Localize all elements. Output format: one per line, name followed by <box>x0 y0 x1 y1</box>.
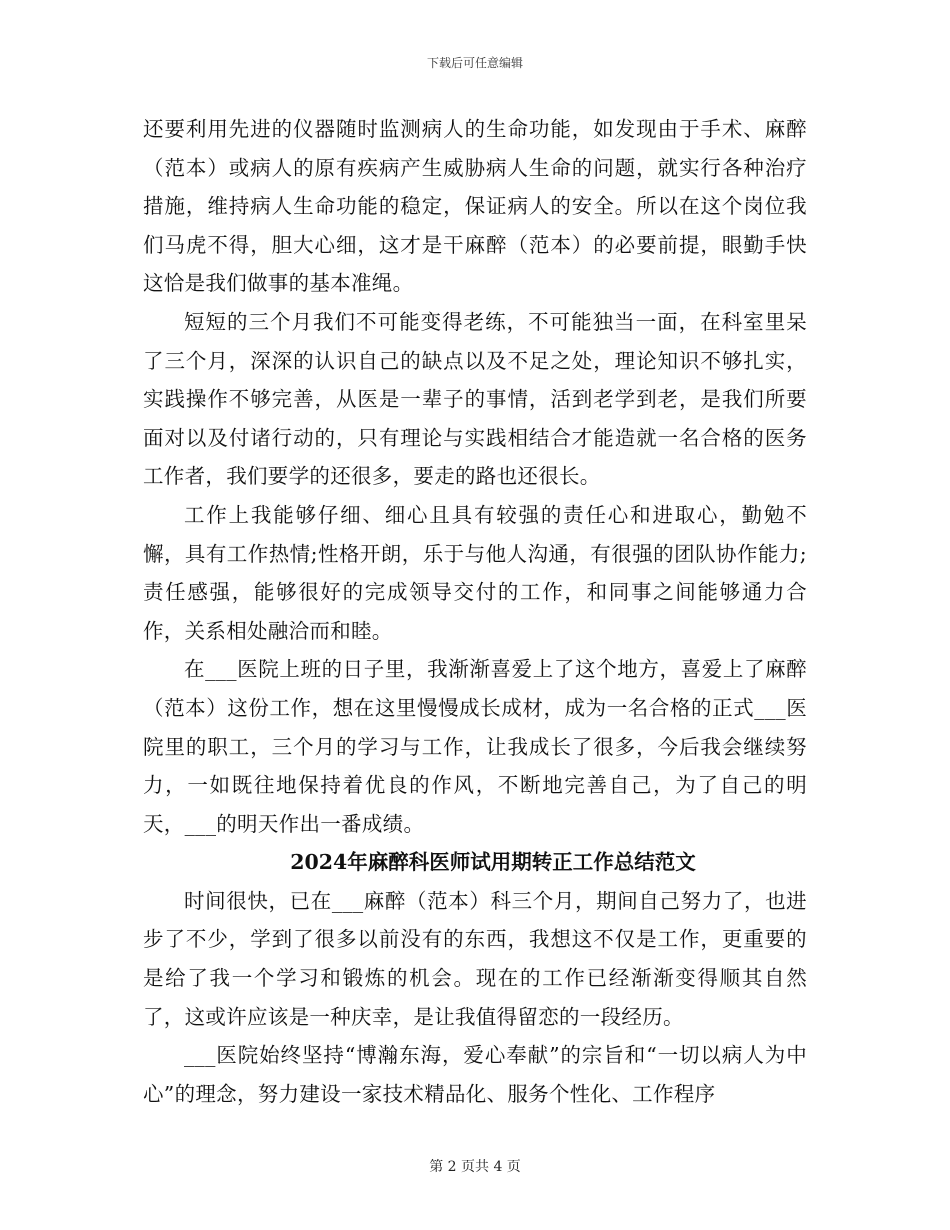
document-body <box>143 110 807 1113</box>
section-title: 2024年麻醉科医师试用期转正工作总结范文 <box>290 850 696 875</box>
paragraph: ___医院始终坚持“博瀚东海，爱心奉献”的宗旨和“一切以病人为中心”的理念，努力建设一家技术精品化、服务个性化、工作程序 <box>143 1043 807 1106</box>
paragraph: 时间很快，已在___麻醉（范本）科三个月，期间自己努力了，也进步了不少，学到了很多以前没有的东西，我想这不仅是工作，更重要的是给了我一个学习和锻炼的机会。现在的工作已经渐渐变得顺其自然了，这或许应该是一种庆幸，是让我值得留恋的一段经历。 <box>143 888 807 1029</box>
paragraph: 工作上我能够仔细、细心且具有较强的责任心和进取心，勤勉不懈，具有工作热情;性格开朗，乐于与他人沟通，有很强的团队协作能力;责任感强，能够很好的完成领导交付的工作，和同事之间能够通力合作，关系相处融洽而和睦。 <box>143 502 807 643</box>
paragraph: 在___医院上班的日子里，我渐渐喜爱上了这个地方，喜爱上了麻醉（范本）这份工作，想在这里慢慢成长成材，成为一名合格的正式___医院里的职工，三个月的学习与工作，让我成长了很多，今后我会继续努力，一如既往地保持着优良的作风，不断地完善自己，为了自己的明天，___的明天作出一番成绩。 <box>143 657 807 836</box>
page-header: 下载后可任意编辑 <box>426 56 523 70</box>
page-number: 第 2 页共 4 页 <box>429 1159 521 1175</box>
paragraph: 短短的三个月我们不可能变得老练，不可能独当一面，在科室里呆了三个月，深深的认识自己的缺点以及不足之处，理论知识不够扎实，实践操作不够完善，从医是一辈子的事情，活到老学到老，是我们所要面对以及付诸行动的，只有理论与实践相结合才能造就一名合格的医务工作者，我们要学的还很多，要走的路也还很长。 <box>143 309 807 489</box>
paragraph-continued: 还要利用先进的仪器随时监测病人的生命功能，如发现由于手术、麻醉（范本）或病人的原有疾病产生威胁病人生命的问题，就实行各种治疗措施，维持病人生命功能的稳定，保证病人的安全。所以在这个岗位我们马虎不得，胆大心细，这才是干麻醉（范本）的必要前提，眼勤手快这恰是我们做事的基本准绳。 <box>143 117 807 296</box>
